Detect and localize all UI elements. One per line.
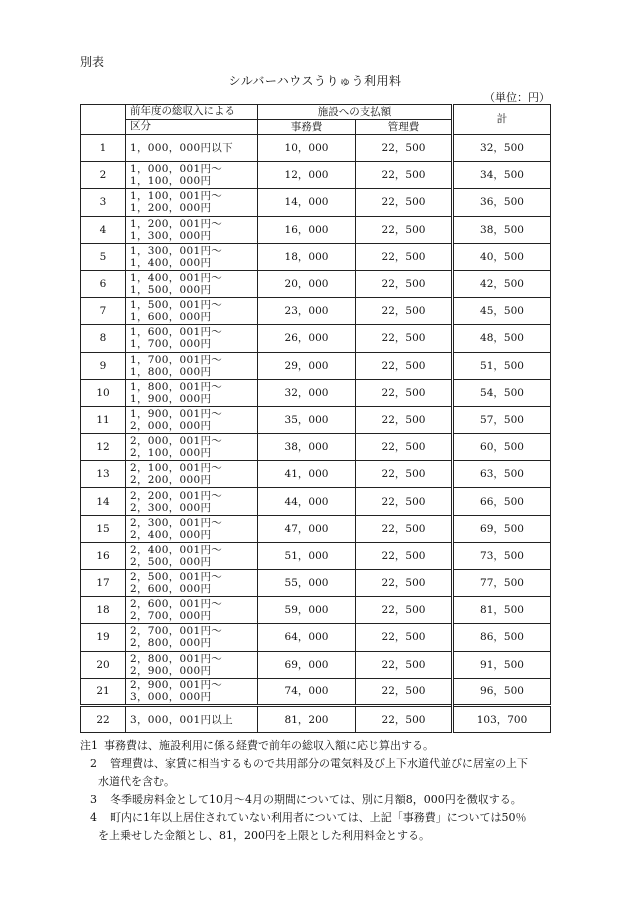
total-fee: 91，500 — [453, 651, 551, 678]
total-fee: 54，500 — [453, 379, 551, 406]
income-range-line2: 2，400，000円 — [130, 528, 212, 541]
table-row — [81, 243, 551, 270]
table-row — [81, 325, 551, 352]
row-number: 22 — [81, 705, 126, 732]
income-range — [126, 570, 258, 597]
row-number: 3 — [81, 189, 126, 216]
income-range-line2: 3，000，000円 — [130, 691, 212, 704]
unit-label: （単位：円） — [484, 91, 550, 104]
row-number: 6 — [81, 270, 126, 297]
income-range-line1: 2，800，001円～ — [130, 652, 223, 665]
management-fee: 22，500 — [356, 379, 453, 406]
income-range-line1: 2，200，001円～ — [130, 489, 223, 502]
note-2-label: 2 — [90, 757, 97, 770]
note-4-continued — [80, 827, 560, 845]
row-number: 20 — [81, 651, 126, 678]
income-range-line1: 2，600，001円～ — [130, 598, 223, 611]
management-fee: 22，500 — [356, 434, 453, 461]
office-fee: 29，000 — [258, 352, 356, 379]
income-range-line2: 1，800，000円 — [130, 365, 212, 378]
header-category: 区分 — [126, 120, 258, 135]
income-range-line1: 1，600，001円～ — [130, 326, 223, 339]
income-range-line1: 2，900，001円～ — [130, 679, 223, 692]
management-fee: 22，500 — [356, 461, 453, 488]
office-fee: 55，000 — [258, 570, 356, 597]
management-fee: 22，500 — [356, 570, 453, 597]
office-fee: 32，000 — [258, 379, 356, 406]
total-fee: 48，500 — [453, 325, 551, 352]
note-4 — [80, 809, 560, 827]
table-row — [81, 461, 551, 488]
management-fee: 22，500 — [356, 162, 453, 189]
table-row — [81, 542, 551, 569]
office-fee: 44，000 — [258, 488, 356, 515]
income-range-line2: 1，500，000円 — [130, 284, 212, 297]
row-number: 17 — [81, 570, 126, 597]
income-range-line2: 2，600，000円 — [130, 583, 212, 596]
table-row — [81, 624, 551, 651]
income-range-line1: 1，700，001円～ — [130, 353, 223, 366]
row-number: 1 — [81, 135, 126, 162]
row-number: 5 — [81, 243, 126, 270]
note-4-text: 町内に1年以上居住されていない利用者については、上記「事務費」については50％ — [110, 811, 527, 824]
income-range-line1: 1，000，001円～ — [130, 163, 223, 176]
appendix-label: 別表 — [80, 55, 105, 69]
income-range-line2: 2，900，000円 — [130, 664, 212, 677]
note-3-text: 冬季暖房料金として10月～4月の期間については、別に月額8，000円を徴収する。 — [110, 793, 522, 806]
income-range — [126, 705, 258, 732]
management-fee: 22，500 — [356, 216, 453, 243]
note-4-label: 4 — [90, 811, 97, 824]
income-range — [126, 651, 258, 678]
management-fee: 22，500 — [356, 542, 453, 569]
total-fee: 42，500 — [453, 270, 551, 297]
table-row — [81, 651, 551, 678]
row-number: 12 — [81, 434, 126, 461]
row-number: 11 — [81, 406, 126, 433]
total-fee: 40，500 — [453, 243, 551, 270]
income-range — [126, 597, 258, 624]
note-3 — [80, 791, 560, 809]
income-range — [126, 515, 258, 542]
total-fee: 51，500 — [453, 352, 551, 379]
income-range — [126, 135, 258, 162]
income-range-line1: 3，000，001円以上 — [130, 713, 233, 726]
note-2-continued — [80, 773, 560, 791]
header-office: 事務費 — [258, 120, 356, 135]
management-fee: 22，500 — [356, 352, 453, 379]
table-row — [81, 135, 551, 162]
total-fee: 103，700 — [453, 705, 551, 732]
income-range-line2: 2，800，000円 — [130, 637, 212, 650]
income-range-line1: 2，000，001円～ — [130, 435, 223, 448]
fee-table-body — [81, 135, 551, 733]
office-fee: 64，000 — [258, 624, 356, 651]
total-fee: 66，500 — [453, 488, 551, 515]
income-range — [126, 325, 258, 352]
management-fee: 22，500 — [356, 624, 453, 651]
income-range-line2: 1，200，000円 — [130, 202, 212, 215]
table-row — [81, 270, 551, 297]
total-fee: 86，500 — [453, 624, 551, 651]
office-fee: 26，000 — [258, 325, 356, 352]
income-range — [126, 379, 258, 406]
total-fee: 34，500 — [453, 162, 551, 189]
row-number: 8 — [81, 325, 126, 352]
income-range — [126, 352, 258, 379]
income-range-line1: 1，900，001円～ — [130, 407, 223, 420]
row-number: 13 — [81, 461, 126, 488]
row-number: 10 — [81, 379, 126, 406]
table-row — [81, 189, 551, 216]
table-row — [81, 298, 551, 325]
income-range-line2: 2，500，000円 — [130, 555, 212, 568]
income-range-line2: 1，300，000円 — [130, 229, 212, 242]
management-fee: 22，500 — [356, 678, 453, 705]
header-payment: 施設への支払額 — [258, 105, 453, 120]
office-fee: 16，000 — [258, 216, 356, 243]
table-row — [81, 678, 551, 705]
note-1-text: 事務費は、施設利用に係る経費で前年の総収入額に応じ算出する。 — [104, 739, 434, 752]
office-fee: 38，000 — [258, 434, 356, 461]
document-title: シルバーハウスうりゅう利用料 — [228, 74, 402, 88]
income-range — [126, 488, 258, 515]
income-range-line2: 1，900，000円 — [130, 392, 212, 405]
income-range-line2: 1，700，000円 — [130, 338, 212, 351]
income-range-line1: 2，500，001円～ — [130, 571, 223, 584]
income-range-line1: 1，000，000円以下 — [130, 142, 233, 155]
income-range — [126, 162, 258, 189]
office-fee: 20，000 — [258, 270, 356, 297]
office-fee: 10，000 — [258, 135, 356, 162]
office-fee: 18，000 — [258, 243, 356, 270]
office-fee: 59，000 — [258, 597, 356, 624]
table-row — [81, 597, 551, 624]
income-range-line2: 1，400，000円 — [130, 256, 212, 269]
row-number: 7 — [81, 298, 126, 325]
income-range — [126, 624, 258, 651]
management-fee: 22，500 — [356, 488, 453, 515]
income-range-line1: 1，400，001円～ — [130, 272, 223, 285]
row-number: 16 — [81, 542, 126, 569]
row-number: 18 — [81, 597, 126, 624]
management-fee: 22，500 — [356, 189, 453, 216]
table-row — [81, 352, 551, 379]
income-range — [126, 298, 258, 325]
note-1-label: 注1 — [80, 739, 98, 752]
total-fee: 36，500 — [453, 189, 551, 216]
management-fee: 22，500 — [356, 651, 453, 678]
row-number: 21 — [81, 678, 126, 705]
note-2-text-cont: 水道代を含む。 — [98, 775, 175, 788]
management-fee: 22，500 — [356, 406, 453, 433]
income-range-line1: 2，100，001円～ — [130, 462, 223, 475]
total-fee: 81，500 — [453, 597, 551, 624]
header-total: 計 — [453, 105, 551, 135]
income-range — [126, 270, 258, 297]
table-row — [81, 434, 551, 461]
management-fee: 22，500 — [356, 135, 453, 162]
management-fee: 22，500 — [356, 597, 453, 624]
office-fee: 74，000 — [258, 678, 356, 705]
income-range — [126, 434, 258, 461]
office-fee: 23，000 — [258, 298, 356, 325]
note-2 — [80, 755, 560, 773]
income-range — [126, 216, 258, 243]
note-3-label: 3 — [90, 793, 97, 806]
income-range-line2: 2，200，000円 — [130, 474, 212, 487]
income-range-line2: 2，100，000円 — [130, 447, 212, 460]
row-number: 4 — [81, 216, 126, 243]
table-row — [81, 406, 551, 433]
income-range — [126, 406, 258, 433]
header-income: 前年度の総収入による — [126, 105, 258, 120]
header-number — [81, 105, 126, 135]
income-range — [126, 678, 258, 705]
table-row — [81, 216, 551, 243]
table-row — [81, 162, 551, 189]
income-range-line1: 2，700，001円～ — [130, 625, 223, 638]
income-range-line1: 1，800，001円～ — [130, 380, 223, 393]
table-row — [81, 488, 551, 515]
management-fee: 22，500 — [356, 298, 453, 325]
office-fee: 81，200 — [258, 705, 356, 732]
income-range-line1: 2，300，001円～ — [130, 516, 223, 529]
total-fee: 38，500 — [453, 216, 551, 243]
fee-table — [80, 104, 551, 733]
management-fee: 22，500 — [356, 705, 453, 732]
total-fee: 32，500 — [453, 135, 551, 162]
income-range-line1: 1，100，001円～ — [130, 190, 223, 203]
table-row — [81, 515, 551, 542]
management-fee: 22，500 — [356, 270, 453, 297]
income-range — [126, 189, 258, 216]
total-fee: 57，500 — [453, 406, 551, 433]
office-fee: 14，000 — [258, 189, 356, 216]
management-fee: 22，500 — [356, 243, 453, 270]
note-4-text-cont: を上乗せした金額とし、81，200円を上限とした利用料金とする。 — [98, 829, 430, 842]
income-range-line2: 2，700，000円 — [130, 610, 212, 623]
office-fee: 47，000 — [258, 515, 356, 542]
header-management: 管理費 — [356, 120, 453, 135]
income-range-line2: 1，600，000円 — [130, 311, 212, 324]
table-row — [81, 705, 551, 732]
row-number: 15 — [81, 515, 126, 542]
note-2-text: 管理費は、家賃に相当するもので共用部分の電気料及び上下水道代並びに居室の上下 — [110, 757, 528, 770]
office-fee: 41，000 — [258, 461, 356, 488]
total-fee: 60，500 — [453, 434, 551, 461]
total-fee: 45，500 — [453, 298, 551, 325]
income-range-line2: 2，000，000円 — [130, 419, 212, 432]
management-fee: 22，500 — [356, 325, 453, 352]
notes — [80, 737, 560, 845]
total-fee: 63，500 — [453, 461, 551, 488]
office-fee: 12，000 — [258, 162, 356, 189]
note-1 — [80, 737, 560, 755]
total-fee: 69，500 — [453, 515, 551, 542]
total-fee: 73，500 — [453, 542, 551, 569]
total-fee: 77，500 — [453, 570, 551, 597]
table-row — [81, 379, 551, 406]
row-number: 14 — [81, 488, 126, 515]
income-range — [126, 542, 258, 569]
income-range-line1: 1，500，001円～ — [130, 299, 223, 312]
row-number: 19 — [81, 624, 126, 651]
income-range-line1: 1，300，001円～ — [130, 244, 223, 257]
income-range — [126, 461, 258, 488]
row-number: 9 — [81, 352, 126, 379]
income-range — [126, 243, 258, 270]
row-number: 2 — [81, 162, 126, 189]
office-fee: 51，000 — [258, 542, 356, 569]
income-range-line2: 1，100，000円 — [130, 175, 212, 188]
total-fee: 96，500 — [453, 678, 551, 705]
office-fee: 35，000 — [258, 406, 356, 433]
income-range-line1: 2，400，001円～ — [130, 543, 223, 556]
management-fee: 22，500 — [356, 515, 453, 542]
office-fee: 69，000 — [258, 651, 356, 678]
income-range-line1: 1，200，001円～ — [130, 217, 223, 230]
income-range-line2: 2，300，000円 — [130, 501, 212, 514]
table-row — [81, 570, 551, 597]
